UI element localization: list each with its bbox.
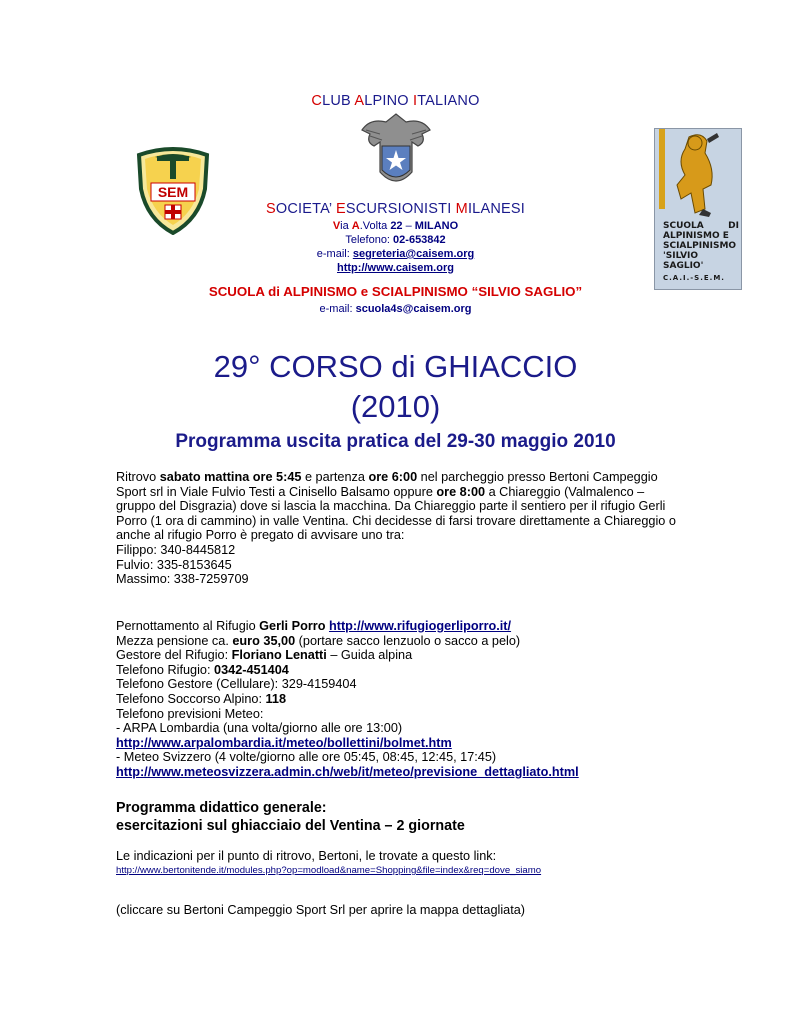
page-subtitle: Programma uscita pratica del 29-30 maggio 2010 <box>175 431 616 452</box>
badge-silvio-saglio: 'SILVIO SAGLIO' <box>663 251 704 271</box>
school-email[interactable]: scuola4s@caisem.org <box>355 303 472 315</box>
page-title: 29° CORSO di GHIACCIO <box>213 349 578 384</box>
phone-line: Telefono: 02-653842 <box>345 234 446 246</box>
email-line: e-mail: segreteria@caisem.org <box>316 248 475 260</box>
contact-filippo: Filippo: 340-8445812 <box>116 542 236 557</box>
contact-massimo: Massimo: 338-7259709 <box>116 572 249 587</box>
badge-di: DI <box>728 221 739 231</box>
bertoni-link[interactable]: http://www.bertonitende.it/modules.php?op=modload&name=Shopping&file=index&req=dove_siamo <box>116 865 542 876</box>
arpa-link[interactable]: http://www.arpalombardia.it/meteo/bollettini/bolmet.htm <box>116 735 452 750</box>
cai-word-alpino: LPINO <box>364 93 413 109</box>
sem-word-societa: OCIETA’ <box>275 201 337 217</box>
contact-fulvio: Fulvio: 335-8153645 <box>116 557 232 572</box>
email-link[interactable]: segreteria@caisem.org <box>352 248 475 260</box>
cai-initial-c: C <box>311 93 323 109</box>
cai-word-club: LUB <box>322 93 355 109</box>
school-heading: SCUOLA di ALPINISMO e SCIALPINISMO “SILVIO SAGLIO” <box>208 284 583 299</box>
address: Via A.Volta 22 – MILANO <box>332 220 459 232</box>
program-heading: Programma didattico generale: esercitazioni sul ghiacciaio del Ventina – 2 giornate <box>116 800 465 834</box>
badge-alpinismo: ALPINISMO E <box>663 231 729 241</box>
sem-initial-m: M <box>455 201 468 217</box>
cai-heading <box>0 93 791 109</box>
meteosvizzera-link[interactable]: http://www.meteosvizzera.admin.ch/web/it/meteo/previsione_dettagliato.html <box>116 764 579 779</box>
web-line <box>0 261 791 275</box>
page-title-year: (2010) <box>350 389 441 424</box>
cai-initial-i: I <box>412 93 418 109</box>
sem-initial-s: S <box>266 201 276 217</box>
sem-word-milanesi: ILANESI <box>467 201 525 217</box>
sem-logo-text: SEM <box>157 184 189 200</box>
cai-initial-a: A <box>354 93 365 109</box>
refuge-info: Pernottamento al Rifugio Gerli Porro http://www.rifugiogerliporro.it/ Mezza pensione ca. euro 35,00 (portare sacco lenzuolo o sacco a pelo) Gestore del Rifugio: Floriano Lenatti – Guida alpina Telefono Rifugio: 0342-451404 Telefono Gestore (Cellulare): 329-4159404 Telefono Soccorso Alpino: 118 Telefono previsioni Meteo: - ARPA Lombardia (una volta/giorno alle ore 13:00) http://www.arpalombardia.it/meteo/bollettini/bolmet.htm - Meteo Svizzero (4 volte/giorno alle ore 05:45, 08:45, 12:45, 17:45) http://www.meteosvizzera.admin.ch/web/it/meteo/previsione_dettagliato.html <box>116 619 579 779</box>
bertoni-intro: Le indicazioni per il punto di ritrovo, Bertoni, le trovate a questo link: <box>116 849 497 863</box>
bertoni-note: (cliccare su Bertoni Campeggio Sport Srl per aprire la mappa dettagliata) <box>116 903 526 917</box>
school-email-line: e-mail: scuola4s@caisem.org <box>319 303 472 315</box>
badge-scialpinismo: SCIALPINISMO <box>663 241 737 251</box>
badge-cai-sem: C.A.I.-S.E.M. <box>663 274 725 282</box>
cai-emblem <box>360 112 432 190</box>
cai-word-italiano: TALIANO <box>417 93 480 109</box>
meeting-paragraph: Ritrovo sabato mattina ore 5:45 e partenza ore 6:00 nel parcheggio presso Bertoni Campeggio Sport srl in Viale Fulvio Testi a Cinisello Balsamo oppure ore 8:00 a Chiareggio (Valmalenco – gruppo del Disgrazia) dove si lascia la macchina. Da Chiareggio parte il sentiero per il rifugio Gerli Porro (1 ora di cammino) in valle Ventina. Chi decidesse di farsi trovare direttamente a Chiareggio o anche al rifugio Porro è pregato di avvisare uno tra: Filippo: 340-8445812 Fulvio: 335-8153645 Massimo: 338-7259709 <box>116 470 676 587</box>
badge-scuola: SCUOLA <box>663 221 704 231</box>
sem-heading <box>0 201 791 217</box>
sem-word-escursionisti: SCURSIONISTI <box>345 201 456 217</box>
website-link[interactable]: http://www.caisem.org <box>337 262 454 274</box>
refuge-link[interactable]: http://www.rifugiogerliporro.it/ <box>328 619 512 633</box>
sem-initial-e: E <box>336 201 346 217</box>
